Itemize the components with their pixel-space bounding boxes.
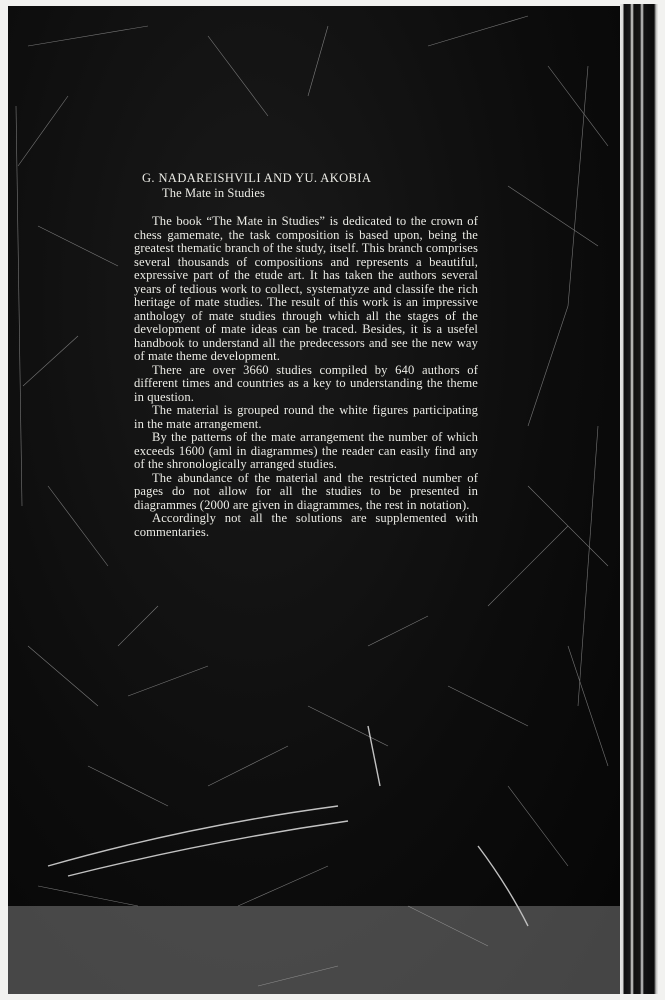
blurb-text-block (134, 172, 478, 539)
book-spine-edge (620, 4, 658, 994)
blurb-paragraph: The abundance of the material and the restricted number of pages do not allow for all the studies to be presented in diagrammes (2000 are given in diagrammes, the rest in notation). (134, 470, 478, 512)
author-line: G. NADAREISHVILI AND YU. AKOBIA (142, 171, 372, 185)
blurb-paragraph: The book “The Mate in Studies” is dedicated to the crown of chess gamemate, the task composition is based upon, being the greatest thematic branch of the study, itself. This branch comprises several thousands of compositions and represents a beautiful, expressive part of the etude art. It has taken the authors several years of tedious work to collect, systematyze and classife the rich heritage of mate studies. The result of this work is an impressive anthology of mate studies through which all the stages of the development of mate ideas can be traced. Besides, it is a usefel handbook to understand all the predecessors and see the new way of mate theme development. (134, 214, 478, 363)
blurb-paragraph: The material is grouped round the white figures participating in the mate arrangement. (134, 403, 478, 431)
blurb-paragraph: By the patterns of the mate arrangement the number of which exceeds 1600 (aml in diagrammes) the reader can easily find any of the shronologically arranged studies. (134, 430, 478, 471)
back-cover (8, 6, 620, 994)
blurb-paragraph: Accordingly not all the solutions are supplemented with commentaries. (134, 511, 478, 539)
blurb-paragraph: There are over 3660 studies compiled by 640 authors of different times and countries as a key to understanding the theme in question. (134, 362, 478, 404)
book-title: The Mate in Studies (162, 185, 265, 200)
